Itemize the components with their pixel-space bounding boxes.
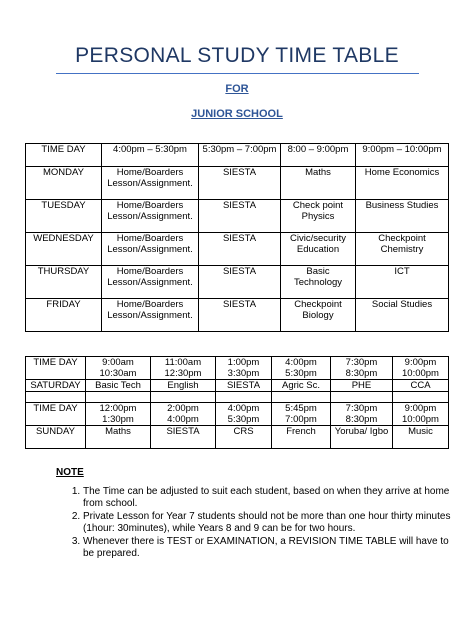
day-cell: WEDNESDAY <box>26 233 102 266</box>
table-cell: Home/Boarders Lesson/Assignment. <box>102 200 199 233</box>
subtitle-school: JUNIOR SCHOOL <box>191 108 283 120</box>
header-cell: 5:30pm – 7:00pm <box>199 144 281 167</box>
day-cell: FRIDAY <box>26 299 102 332</box>
table-row <box>26 167 449 200</box>
day-cell: TUESDAY <box>26 200 102 233</box>
notes-list <box>56 486 453 561</box>
table-cell: SIESTA <box>199 233 281 266</box>
table-cell: CCA <box>393 380 449 392</box>
saturday-row <box>26 380 449 392</box>
table-cell: English <box>151 380 216 392</box>
header-cell: TIME DAY <box>26 357 86 380</box>
list-item: 3. Whenever there is TEST or EXAMINATION, a REVISION TIME TABLE will have to be prepared. <box>83 536 453 560</box>
table-cell: SIESTA <box>216 380 272 392</box>
table-row <box>26 266 449 299</box>
table-cell: Music <box>393 426 449 449</box>
weekday-timetable <box>25 143 449 332</box>
table-cell: French <box>272 426 331 449</box>
title-underline <box>56 73 419 74</box>
time-cell: 9:00pm 10:00pm <box>393 357 449 380</box>
table-cell: SIESTA <box>199 200 281 233</box>
table-cell: CRS <box>216 426 272 449</box>
header-cell: TIME DAY <box>26 403 86 426</box>
time-cell: 7:30pm 8:30pm <box>331 403 393 426</box>
weekday-header-row <box>26 144 449 167</box>
sunday-time-row <box>26 403 449 426</box>
table-cell: Civic/security Education <box>281 233 356 266</box>
table-cell: Yoruba/ Igbo <box>331 426 393 449</box>
time-cell: 4:00pm 5:30pm <box>216 403 272 426</box>
table-cell: SIESTA <box>151 426 216 449</box>
table-cell: Home Economics <box>356 167 449 200</box>
header-cell: 4:00pm – 5:30pm <box>102 144 199 167</box>
table-cell: SIESTA <box>199 167 281 200</box>
table-cell: Checkpoint Chemistry <box>356 233 449 266</box>
header-cell: 8:00 – 9:00pm <box>281 144 356 167</box>
time-cell: 4:00pm 5:30pm <box>272 357 331 380</box>
time-cell: 7:30pm 8:30pm <box>331 357 393 380</box>
table-cell: Basic Tech <box>86 380 151 392</box>
subtitle-for: FOR <box>225 83 249 95</box>
time-cell: 11:00am 12:30pm <box>151 357 216 380</box>
weekend-timetable <box>25 356 449 449</box>
time-cell: 2:00pm 4:00pm <box>151 403 216 426</box>
list-item: 2. Private Lesson for Year 7 students should not be more than one hour thirty minutes (1hour: 30minutes), while Years 8 and 9 can be for two hours. <box>83 511 453 535</box>
table-row <box>26 299 449 332</box>
table-cell: Agric Sc. <box>272 380 331 392</box>
table-cell: SIESTA <box>199 266 281 299</box>
spacer-row <box>26 392 449 403</box>
day-cell: THURSDAY <box>26 266 102 299</box>
table-cell: Check point Physics <box>281 200 356 233</box>
time-cell: 12:00pm 1:30pm <box>86 403 151 426</box>
table-row <box>26 200 449 233</box>
time-cell: 1:00pm 3:30pm <box>216 357 272 380</box>
note-heading: NOTE <box>56 467 84 478</box>
time-cell: 9:00pm 10:00pm <box>393 403 449 426</box>
table-cell: PHE <box>331 380 393 392</box>
table-cell: Basic Technology <box>281 266 356 299</box>
saturday-time-row <box>26 357 449 380</box>
table-cell: Home/Boarders Lesson/Assignment. <box>102 233 199 266</box>
table-cell: Business Studies <box>356 200 449 233</box>
sunday-row <box>26 426 449 449</box>
time-cell: 5:45pm 7:00pm <box>272 403 331 426</box>
list-item: 1. The Time can be adjusted to suit each student, based on when they arrive at home from school. <box>83 486 453 510</box>
day-cell: SUNDAY <box>26 426 86 449</box>
table-cell: Social Studies <box>356 299 449 332</box>
time-cell: 9:00am 10:30am <box>86 357 151 380</box>
table-cell: Home/Boarders Lesson/Assignment. <box>102 167 199 200</box>
table-cell: ICT <box>356 266 449 299</box>
table-row <box>26 233 449 266</box>
day-cell: MONDAY <box>26 167 102 200</box>
table-cell: Home/Boarders Lesson/Assignment. <box>102 299 199 332</box>
header-cell: 9:00pm – 10:00pm <box>356 144 449 167</box>
header-cell: TIME DAY <box>26 144 102 167</box>
day-cell: SATURDAY <box>26 380 86 392</box>
table-cell: Maths <box>281 167 356 200</box>
table-cell: Maths <box>86 426 151 449</box>
page-title: PERSONAL STUDY TIME TABLE <box>75 44 399 67</box>
table-cell: SIESTA <box>199 299 281 332</box>
table-cell: Checkpoint Biology <box>281 299 356 332</box>
table-cell: Home/Boarders Lesson/Assignment. <box>102 266 199 299</box>
